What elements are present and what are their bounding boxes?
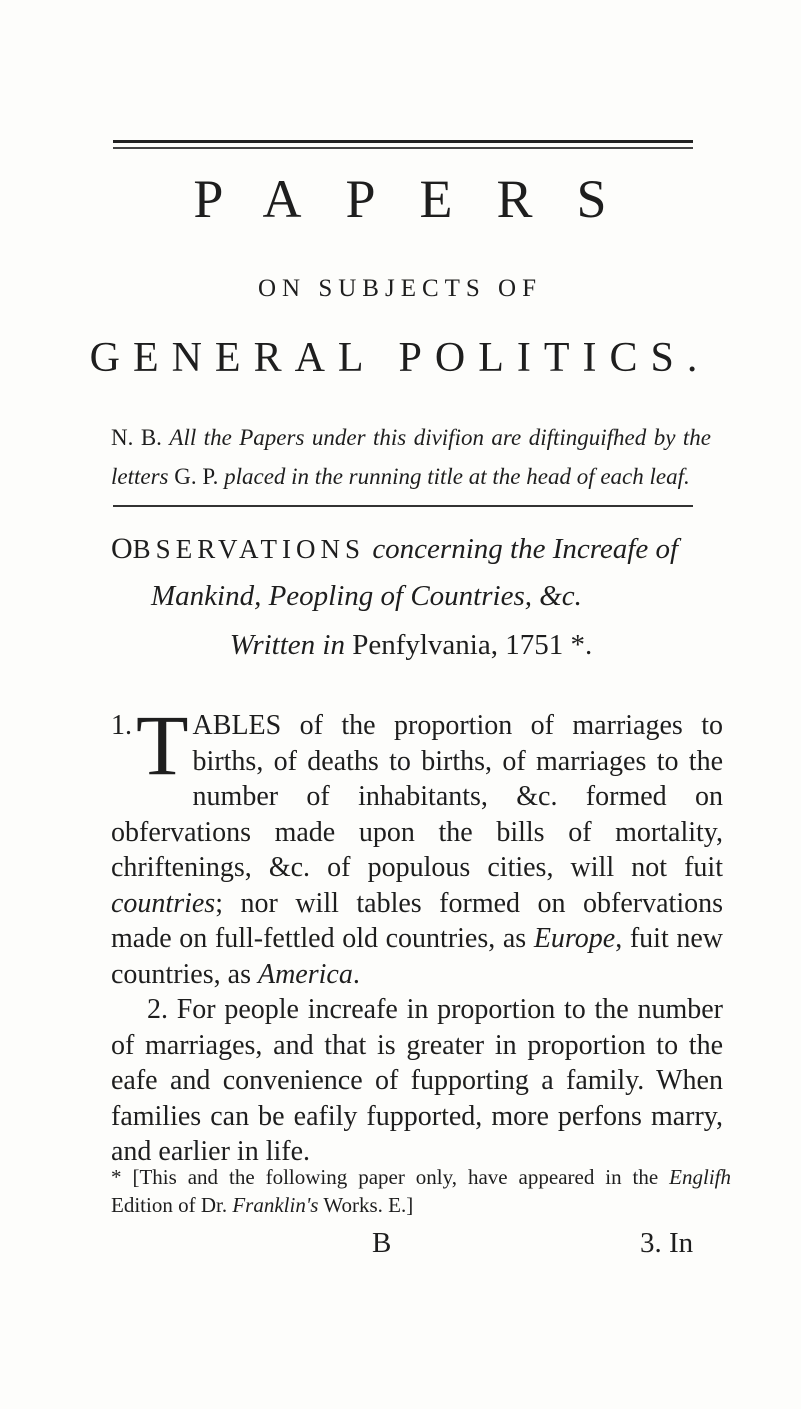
footnote-text-1: [This and the following paper only, have appeared in the: [132, 1165, 659, 1189]
heading-italic-1: concerning the Increafe of: [372, 533, 679, 565]
italic-america: America: [257, 958, 353, 990]
dateline: [111, 625, 711, 665]
page-title: PAPERS: [193, 169, 651, 229]
footnote-italic-1: Englifh: [669, 1165, 732, 1189]
note-text-2: placed in the running title at the head of each leaf.: [224, 464, 690, 489]
paragraph-1-text-2: ; nor will tables formed on obfervations made on full-fettled old countries, as: [111, 887, 723, 954]
dateline-place: Penfylvania, 1751 *.: [352, 629, 593, 661]
section-title: GENERAL POLITICS.: [89, 335, 711, 381]
footnote: [111, 1163, 731, 1219]
dateline-written: Written in: [229, 629, 345, 661]
drop-cap: T: [136, 697, 189, 793]
paragraph-2: 2. For people increafe in proportion to the number of marriages, and that is greater in proportion to the eafe and convenience of fupporting a family. When families can be eafily fupported, more perfons marry, and earlier in life.: [111, 994, 723, 1167]
paragraph-1-caps: ABLES: [192, 710, 282, 741]
italic-countries: countries: [111, 887, 216, 919]
note-letters: G. P.: [174, 464, 219, 489]
paragraph-1-text: of the proportion of marriages to births, of deaths to births, of marriages to the number of inhabitants, &c. formed on obfervations made upon the bills of mortality, chriftenings, &c. of populous cities, will not fuit: [111, 710, 723, 883]
italic-europe: Europe: [533, 923, 616, 954]
footnote-text-3: Works. E.]: [323, 1193, 414, 1217]
footnote-star: *: [111, 1165, 122, 1189]
heading-italic-2: Mankind, Peopling of Countries, &c.: [151, 580, 582, 612]
editorial-note: [111, 418, 711, 496]
heading-caps: BSERVATIONS: [132, 534, 366, 564]
subtitle: ON SUBJECTS OF: [257, 275, 543, 302]
footnote-text-2: Edition of Dr.: [111, 1193, 228, 1217]
paragraph-1-end: .: [352, 958, 360, 990]
article-body: [111, 697, 723, 1170]
catchword: 3. In: [640, 1227, 694, 1259]
note-label: N. B.: [111, 425, 162, 450]
signature-mark: B: [372, 1227, 392, 1259]
top-double-rule: [113, 140, 693, 149]
paragraph-1-text-3: , fuit new countries, as: [111, 923, 723, 990]
paragraph-1: [111, 697, 723, 992]
heading-initial: O: [111, 532, 133, 565]
section-divider: [113, 505, 693, 507]
paragraph-number-1: 1.: [111, 710, 132, 741]
article-heading: [111, 525, 711, 620]
footnote-italic-2: Franklin's: [232, 1193, 319, 1217]
note-text-1: All the Papers under this divifion are diftinguifhed by the letters: [111, 425, 711, 489]
